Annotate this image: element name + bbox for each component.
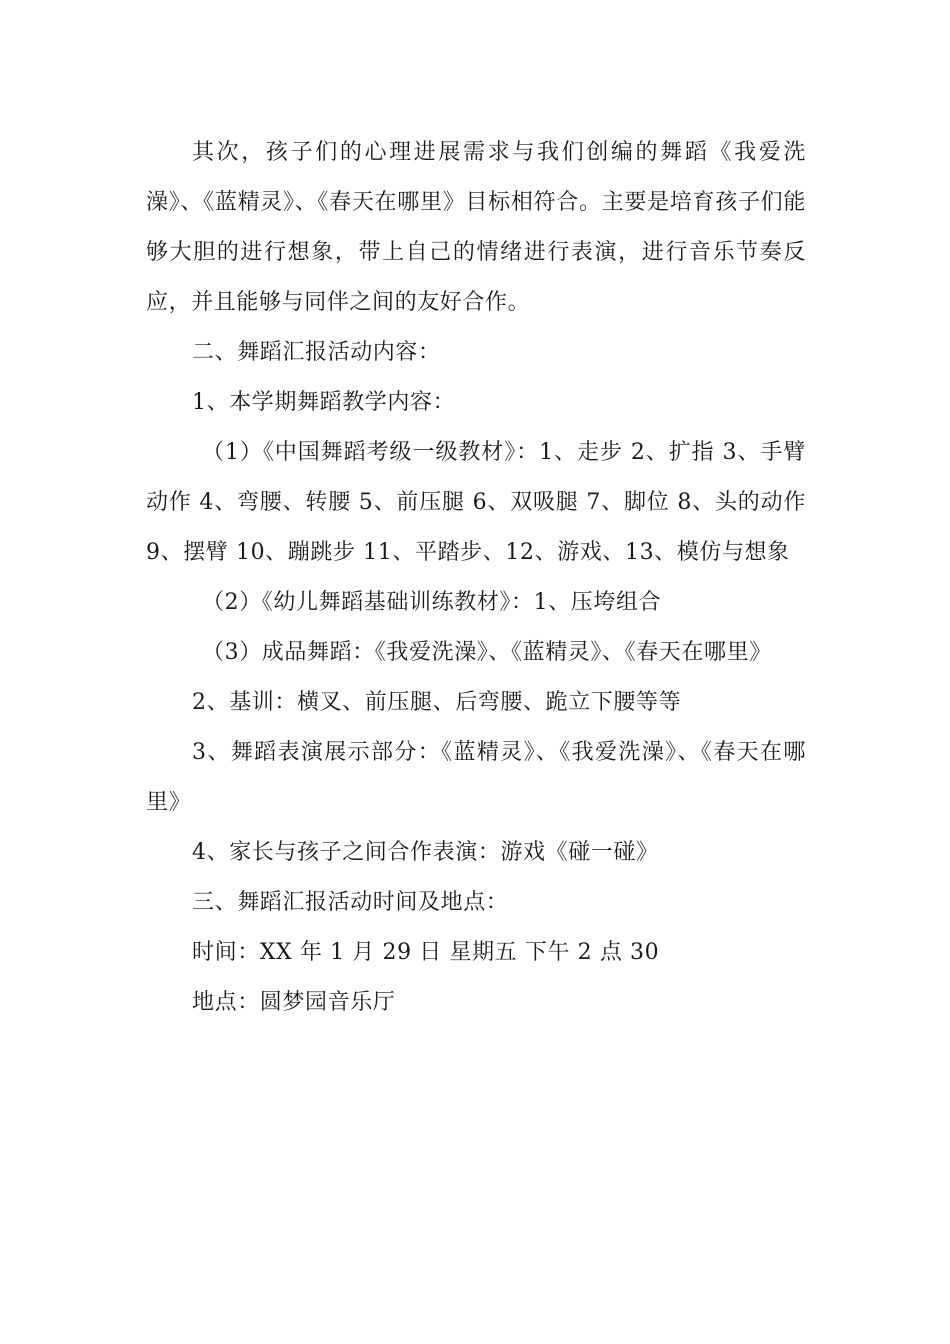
paragraph-intro: 其次，孩子们的心理进展需求与我们创编的舞蹈《我爱洗澡》、《蓝精灵》、《春天在哪里》目标相符合。主要是培育孩子们能够大胆的进行想象，带上自己的情绪进行表演，进行音乐节奏反应，并且能够与同伴之间的友好合作。	[146, 140, 806, 315]
section-heading-time-place: 三、舞蹈汇报活动时间及地点：	[192, 890, 509, 915]
list-item-basic-training-textbook: （2）《幼儿舞蹈基础训练教材》：1、压垮组合	[202, 590, 662, 615]
document-body	[146, 128, 806, 1028]
paragraph-location: 地点：圆梦园音乐厅	[192, 990, 396, 1015]
paragraph-parent-child-performance: 4、家长与孩子之间合作表演：游戏《碰一碰》	[192, 840, 659, 865]
paragraph-time: 时间：XX 年 1 月 29 日 星期五 下午 2 点 30	[192, 940, 660, 965]
subheading-teaching-content: 1、本学期舞蹈教学内容：	[192, 390, 456, 415]
section-heading-content: 二、舞蹈汇报活动内容：	[192, 340, 441, 365]
list-item-finished-dances: （3）成品舞蹈：《我爱洗澡》、《蓝精灵》、《春天在哪里》	[202, 640, 772, 665]
list-item-grade-one-textbook: （1）《中国舞蹈考级一级教材》：1、走步 2、扩指 3、手臂动作 4、弯腰、转腰 5、前压腿 6、双吸腿 7、脚位 8、头的动作 9、摆臂 10、蹦跳步 11、平踏步、12、游戏、13、模仿与想象	[146, 440, 806, 565]
paragraph-basic-training: 2、基训：横叉、前压腿、后弯腰、跪立下腰等等	[192, 690, 682, 715]
paragraph-performance-showcase: 3、舞蹈表演展示部分：《蓝精灵》、《我爱洗澡》、《春天在哪里》	[146, 740, 806, 815]
